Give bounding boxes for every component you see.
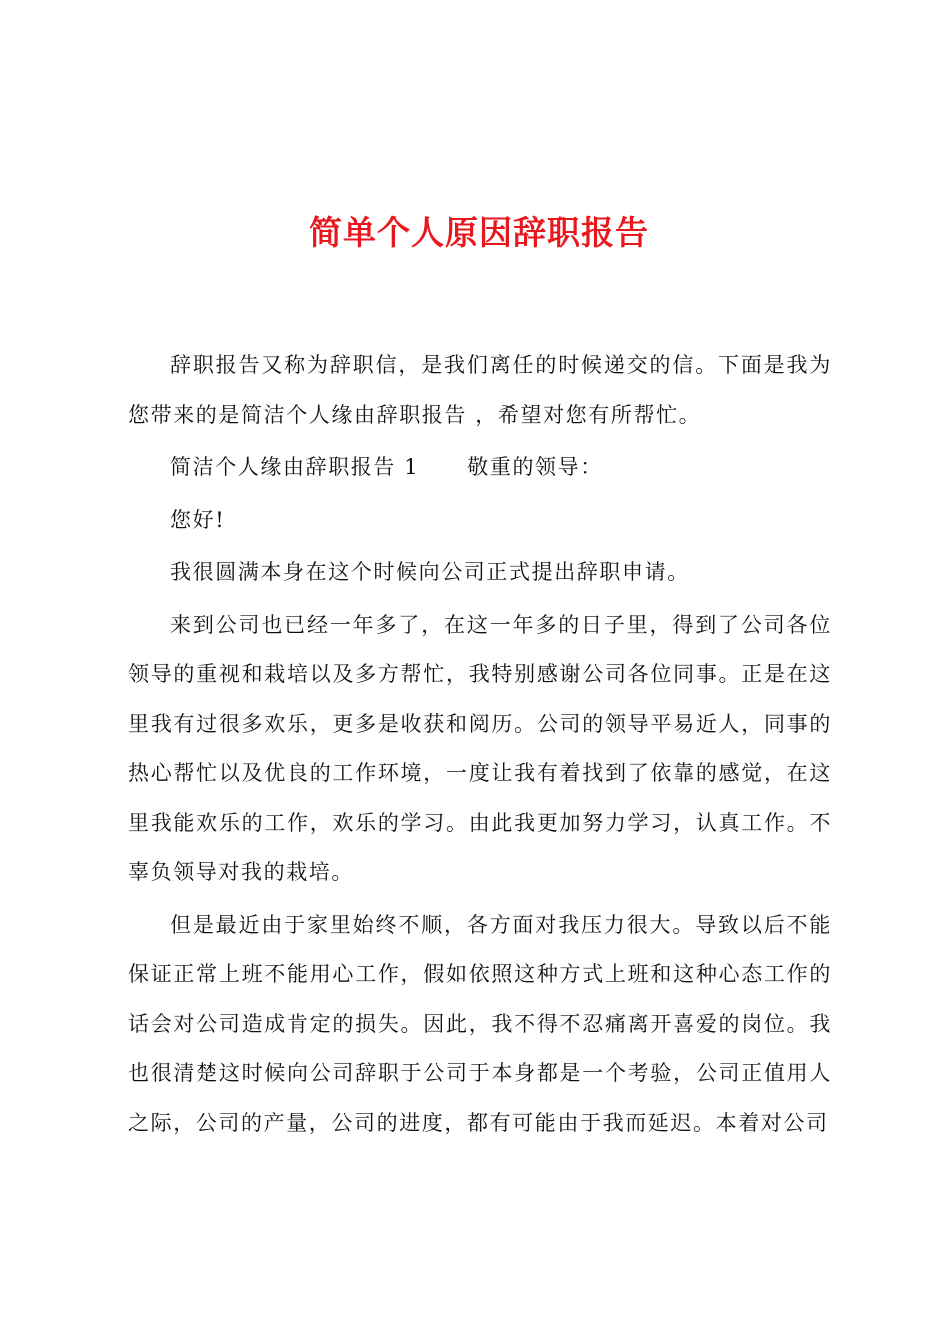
letter-heading: 简洁个人缘由辞职报告 1: [170, 455, 420, 479]
gratitude-paragraph: 来到公司也已经一年多了，在这一年多的日子里，得到了公司各位领导的重视和栽培以及多方帮忙，我特别感谢公司各位同事。正是在这里我有过很多欢乐，更多是收获和阅历。公司的领导平易近人，同事的热心帮忙以及优良的工作环境，一度让我有着找到了依靠的感觉，在这里我能欢乐的工作，欢乐的学习。由此我更加努力学习，认真工作。不辜负领导对我的栽培。: [128, 612, 832, 884]
greeting-paragraph: 您好!: [170, 507, 226, 532]
intro-paragraph: 辞职报告又称为辞职信，是我们离任的时候递交的信。下面是我为您带来的是简洁个人缘由辞职报告 ，希望对您有所帮忙。: [128, 353, 832, 427]
document-body: [128, 341, 832, 1151]
letter-salutation: 敬重的领导：: [467, 455, 603, 479]
document-title: 简单个人原因辞职报告: [309, 213, 649, 252]
letter-heading-line: [128, 443, 832, 493]
reason-paragraph: 但是最近由于家里始终不顺，各方面对我压力很大。导致以后不能保证正常上班不能用心工作，假如依照这种方式上班和这种心态工作的话会对公司造成肯定的损失。因此，我不得不忍痛离开喜爱的岗位。我也很清楚这时候向公司辞职于公司于本身都是一个考验，公司正值用人之际，公司的产量，公司的进度，都有可能由于我而延迟。本着对公司: [128, 912, 832, 1135]
resignation-statement: 我很圆满本身在这个时候向公司正式提出辞职申请。: [170, 560, 690, 584]
